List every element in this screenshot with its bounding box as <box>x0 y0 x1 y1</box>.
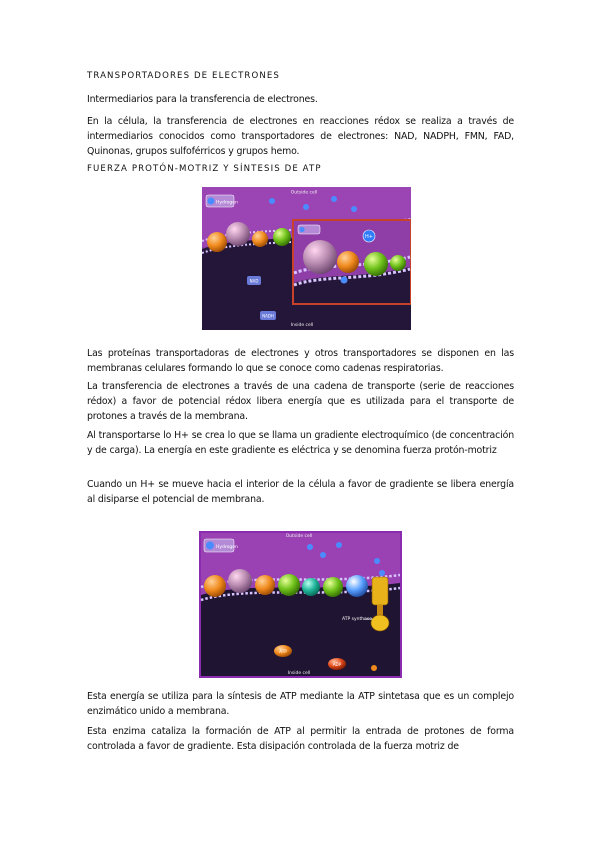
inset-complex-green-small <box>390 255 406 271</box>
fig1-nad-label: NAD <box>249 278 259 284</box>
fig1-legend-label: Hydrogen <box>216 200 238 206</box>
proton-icon <box>331 196 337 202</box>
fig1-zoom-inset <box>293 220 411 304</box>
fig2-adp-label: ADP <box>332 662 342 667</box>
phosphate-icon <box>371 665 377 671</box>
proton-icon <box>341 277 348 284</box>
paragraph-sintesis-atp: Esta energía se utiliza para la síntesis de ATP mediante la ATP sintetasa que es un complejo enzimático unido a membrana. <box>87 691 514 717</box>
fig2-legend-label: Hydrogen <box>216 545 238 550</box>
section-heading-transportadores: TRANSPORTADORES DE ELECTRONES <box>87 71 280 81</box>
fig2-synthase-label: ATP synthase <box>342 617 372 622</box>
proton-icon <box>303 204 309 210</box>
complex-green <box>323 577 343 597</box>
proton-icon <box>374 558 380 564</box>
paragraph-transferencia-cadena: La transferencia de electrones a través de una cadena de transporte (serie de reacciones rédox) a favor de potencial rédox libera energía que es utilizada para el transporte de protones a través de la membrana. <box>87 381 514 422</box>
complex-orange <box>207 232 227 252</box>
complex-teal <box>302 578 320 596</box>
fig2-inside-label: Inside cell <box>287 671 311 676</box>
complex-purple <box>226 222 250 246</box>
fig1-hplus-label: H+ <box>365 234 373 240</box>
complex-orange <box>255 575 275 595</box>
complex-orange <box>204 575 226 597</box>
paragraph-gradiente-electroquimico: Al transportarse lo H+ se crea lo que se llama un gradiente electroquímico (de concentración y de carga). La energía en este gradiente es eléctrica y se denomina fuerza protón-motriz <box>87 430 514 456</box>
proton-icon <box>320 552 326 558</box>
paragraph-movimiento-h: Cuando un H+ se mueve hacia el interior de la célula a favor de gradiente se libera energía al disiparse el potencial de membrana. <box>87 479 514 505</box>
complex-blue <box>346 575 368 597</box>
fig2-outside-label: Outside cell <box>285 534 313 539</box>
inset-complex-purple <box>303 240 337 274</box>
fig1-nadh-label: NADH <box>262 313 274 319</box>
proton-icon <box>336 542 342 548</box>
paragraph-transferencia-celula: En la célula, la transferencia de electrones en reacciones rédox se realiza a través de intermediarios conocidos como transportadores de electrones: NAD, NADPH, FMN, FAD, Quinonas, grupos sulfoférricos y grupos hemo. <box>87 116 514 157</box>
atp-synthase-icon <box>371 577 389 631</box>
proton-icon <box>379 570 385 576</box>
section-heading-fuerza-proton-motriz: FUERZA PROTÓN-MOTRIZ Y SÍNTESIS DE ATP <box>87 164 322 174</box>
complex-green <box>278 574 300 596</box>
paragraph-cadenas-respiratorias: Las proteínas transportadoras de electrones y otros transportadores se disponen en las membranas celulares formando lo que se conoce como cadenas respiratorias. <box>87 348 514 374</box>
fig1-outside-label: Outside cell <box>290 190 318 196</box>
figure-atp-synthase <box>199 531 402 678</box>
complex-green <box>273 228 291 246</box>
fig1-inside-label: Inside cell <box>290 323 314 328</box>
figure-electron-transport-chain <box>202 187 411 330</box>
paragraph-enzima-cataliza: Esta enzima cataliza la formación de ATP al permitir la entrada de protones de forma controlada a favor de gradiente. Esta disipación controlada de la fuerza motriz de <box>87 726 514 752</box>
proton-icon <box>307 544 313 550</box>
inset-complex-green <box>364 252 388 276</box>
fig2-atp-label: ATP <box>279 649 287 654</box>
proton-icon <box>269 198 275 204</box>
complex-orange-small <box>252 231 268 247</box>
proton-icon <box>351 206 357 212</box>
complex-purple <box>228 569 252 593</box>
inset-complex-orange <box>337 251 359 273</box>
paragraph-intermediarios: Intermediarios para la transferencia de electrones. <box>87 94 318 105</box>
